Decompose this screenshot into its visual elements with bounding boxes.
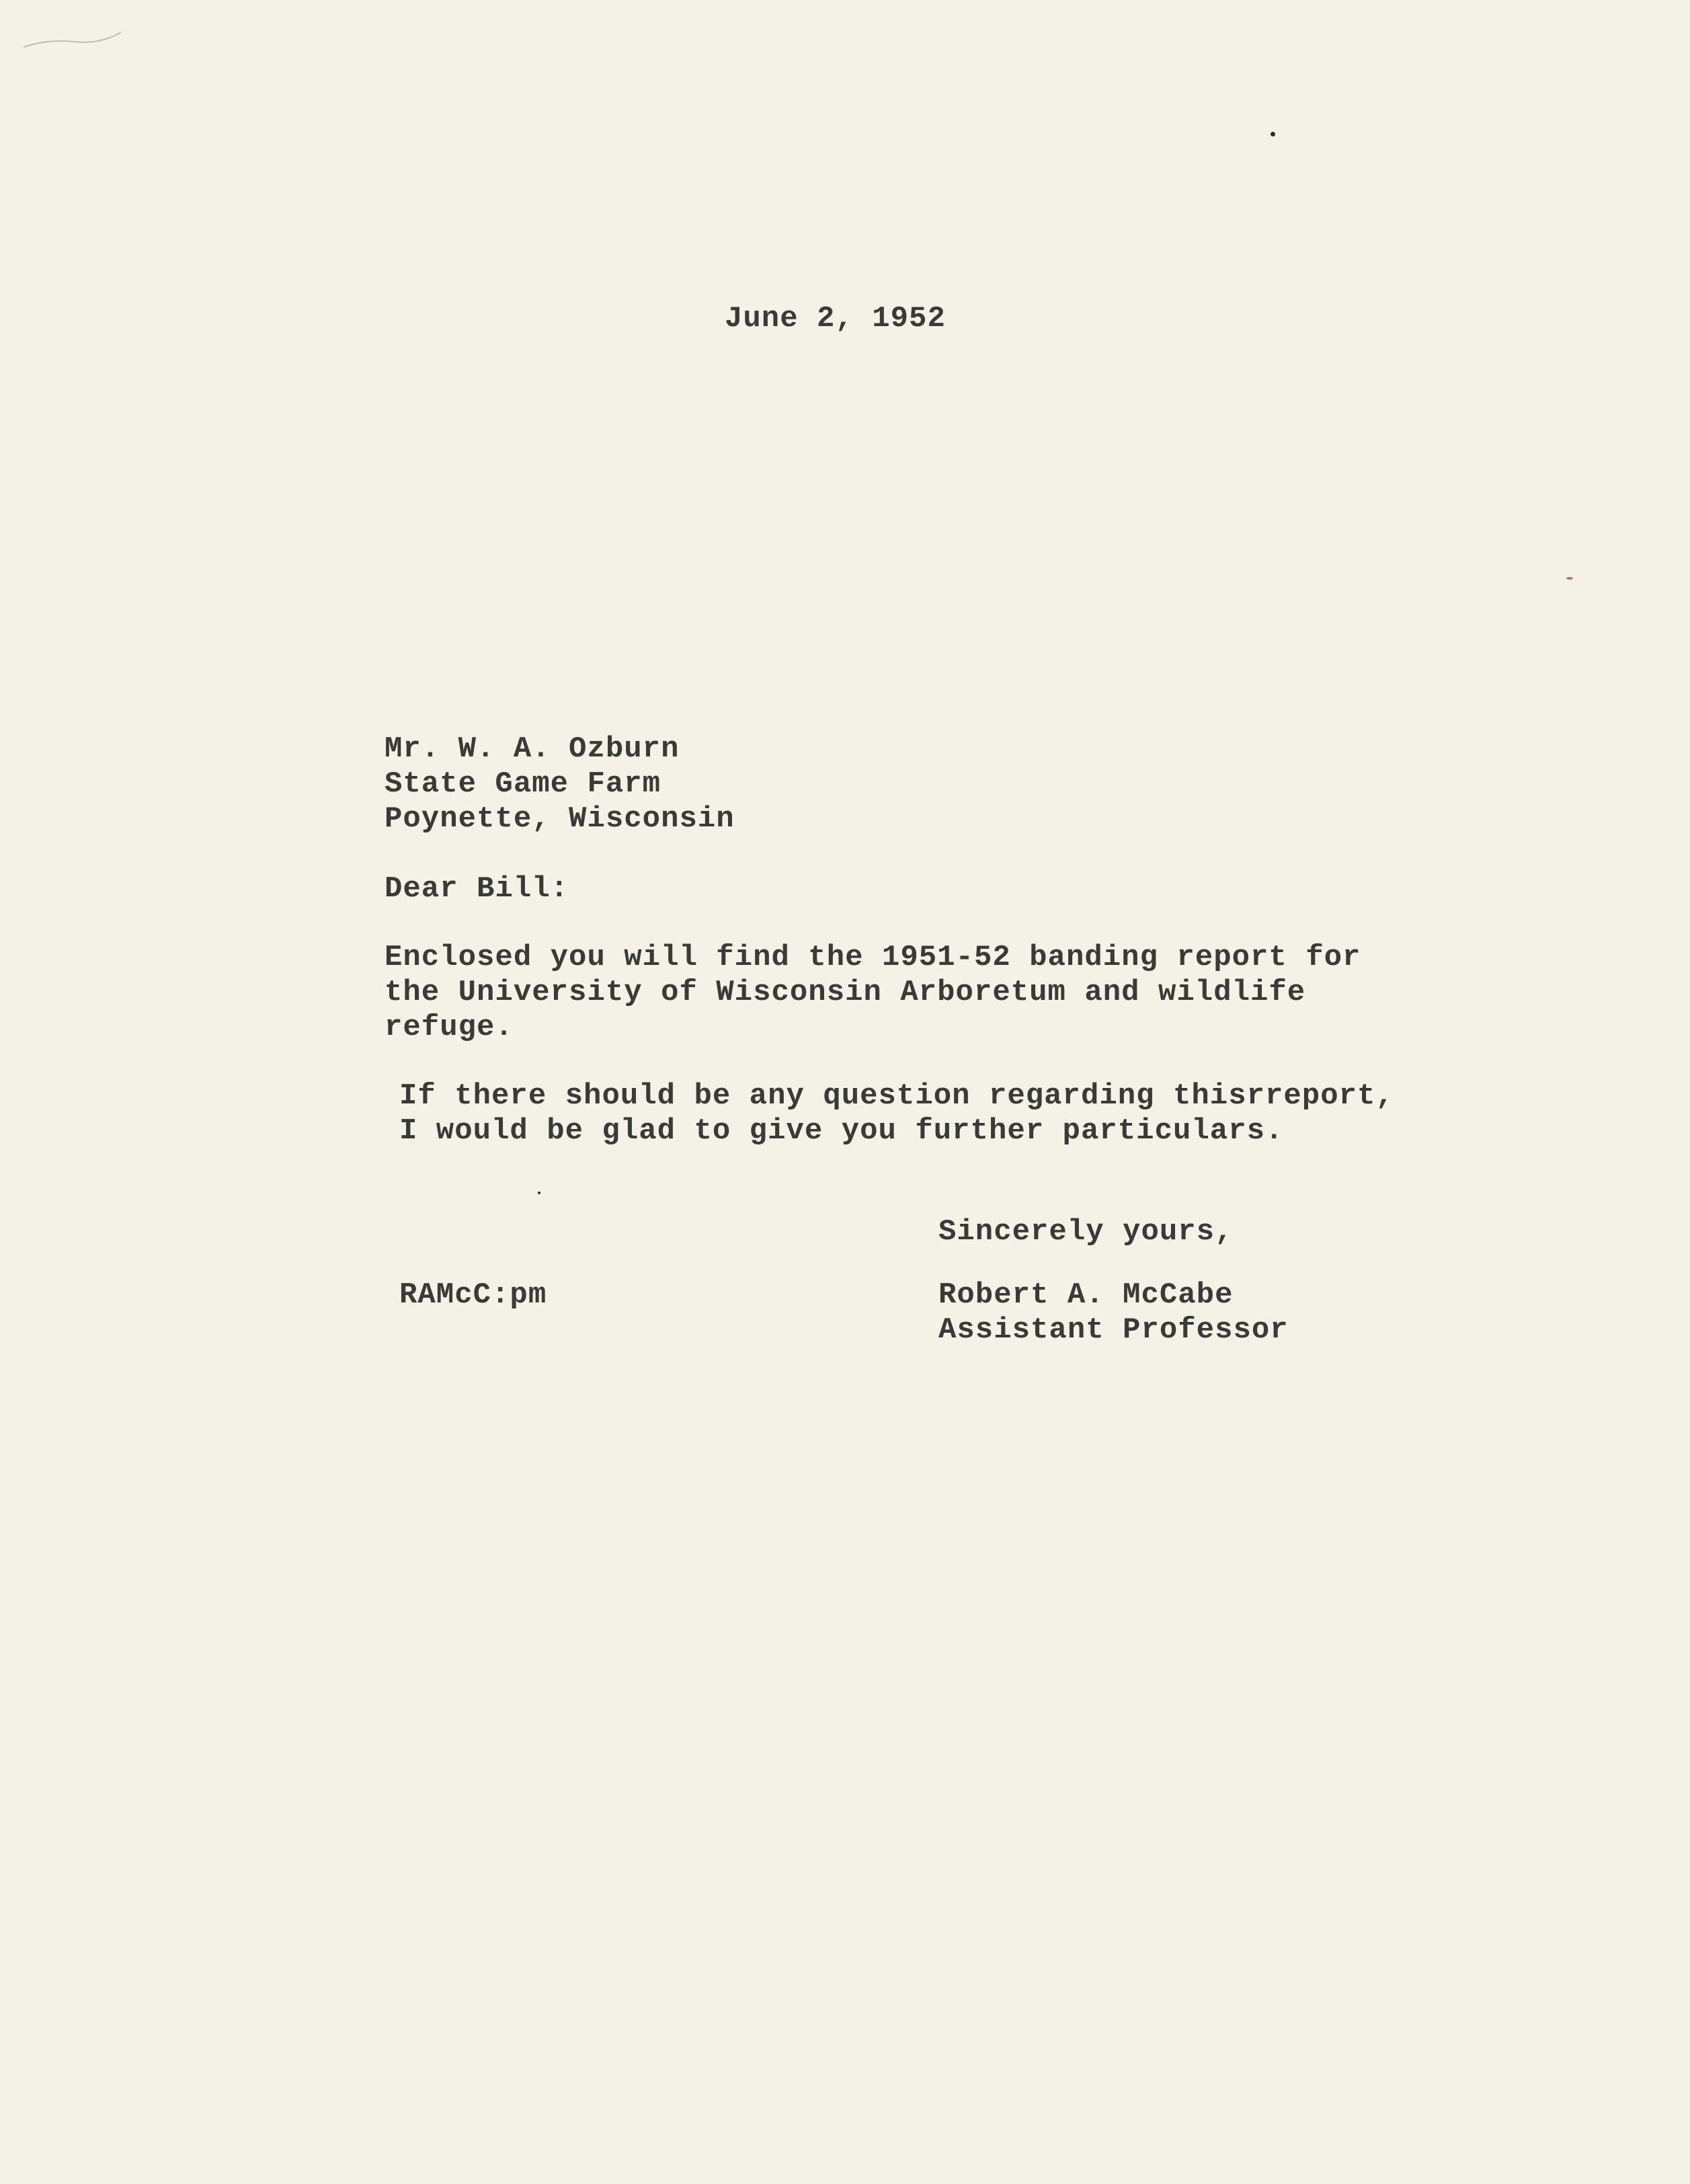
recipient-organization: State Game Farm	[385, 767, 661, 801]
complimentary-close: Sincerely yours,	[938, 1215, 1234, 1249]
body-paragraph-1-line-3: refuge.	[385, 1011, 514, 1044]
recipient-location: Poynette, Wisconsin	[385, 802, 735, 836]
letter-date: June 2, 1952	[725, 302, 946, 336]
body-paragraph-1-line-1: Enclosed you will find the 1951-52 banding report for	[385, 941, 1361, 974]
signer-name: Robert A. McCabe	[938, 1278, 1234, 1312]
ink-speck	[1566, 577, 1573, 580]
body-paragraph-2-line-2: I would be glad to give you further particulars.	[399, 1114, 1284, 1148]
ink-speck	[1271, 132, 1275, 136]
salutation: Dear Bill:	[385, 872, 569, 906]
recipient-name: Mr. W. A. Ozburn	[385, 732, 680, 766]
signer-title: Assistant Professor	[938, 1313, 1289, 1347]
reference-initials: RAMcC:pm	[399, 1278, 547, 1312]
body-paragraph-2-line-1: If there should be any question regarding thisrreport,	[399, 1079, 1394, 1113]
ink-speck	[538, 1192, 540, 1194]
body-paragraph-1-line-2: the University of Wisconsin Arboretum and wildlife	[385, 976, 1306, 1009]
pencil-mark	[20, 27, 128, 54]
